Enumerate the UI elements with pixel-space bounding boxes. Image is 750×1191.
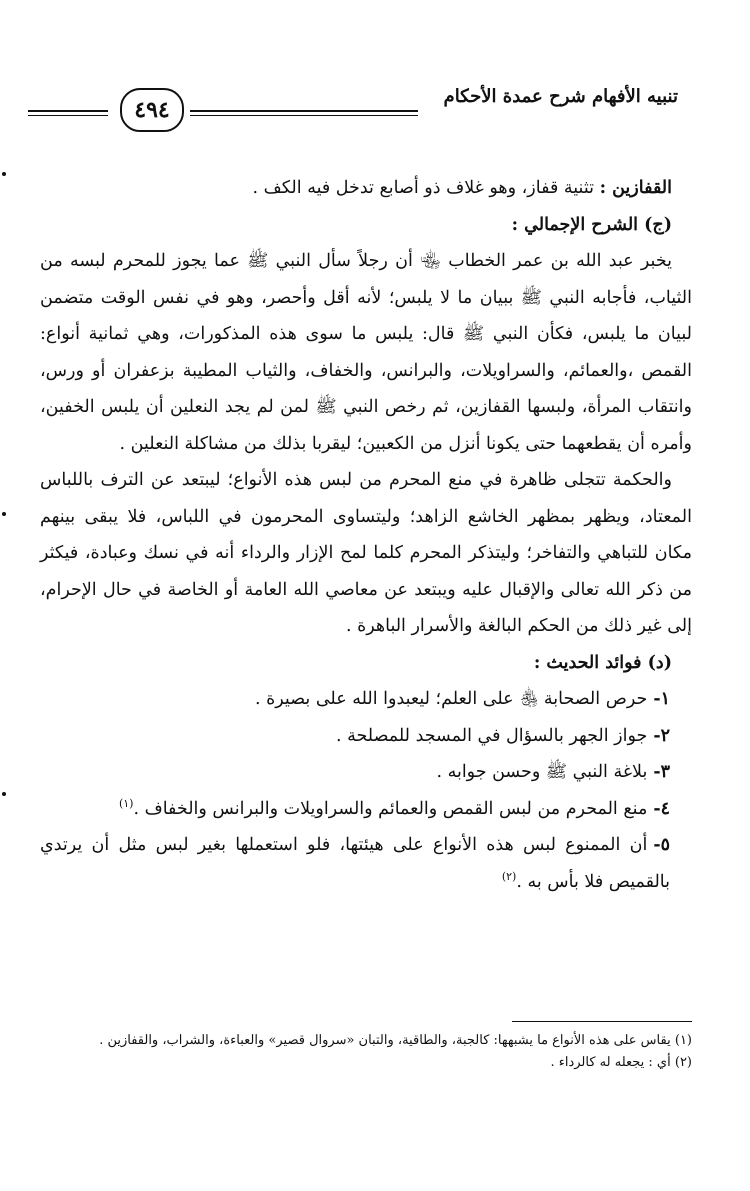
item-number: ١- — [653, 689, 670, 709]
footnote-ref[interactable]: (١) — [118, 796, 134, 810]
definition-text: تثنية قفاز، وهو غلاف ذو أصابع تدخل فيه الكف . — [252, 178, 594, 198]
item-text: أن الممنوع لبس هذه الأنواع على هيئتها، فلو استعملها بغير لبس مثل أن يرتدي بالقميص فلا بأس به . — [40, 835, 670, 892]
list-item — [40, 718, 692, 755]
page-header — [28, 80, 678, 140]
item-number: ٢- — [653, 725, 670, 746]
item-number: ٥- — [653, 835, 670, 855]
footnote-separator — [512, 1021, 692, 1022]
footnote-text: يقاس على هذه الأنواع ما يشبهها: كالجبة، والطاقية، والتبان «سروال قصير» والعباءة، والشراب، والقفازين . — [99, 1033, 671, 1048]
main-text — [40, 170, 692, 900]
item-text: جواز الجهر بالسؤال في المسجد للمصلحة . — [335, 725, 648, 746]
list-item — [40, 791, 692, 828]
page-number: ٤٩٤ — [120, 88, 184, 132]
item-text: منع المحرم من لبس القمص والعمائم والسراويلات والبرانس والخفاف . — [133, 798, 648, 819]
item-text: حرص الصحابة ﵃ على العلم؛ ليعبدوا الله على بصيرة . — [254, 689, 648, 709]
benefits-list — [40, 681, 692, 900]
margin-mark — [2, 512, 6, 516]
footnote — [40, 1030, 692, 1052]
paragraph-wisdom: والحكمة تتجلى ظاهرة في منع المحرم من لبس هذه الأنواع؛ ليبتعد عن الترف باللباس المعتاد، ويظهر بمظهر الخاشع الزاهد؛ وليتساوى المحرمون في اللباس، فلا يبقى بينهم مكان للتباهي والتفاخر؛ وليتذكر المحرم كلما لمح الإزار والرداء أنه في نسك وعبادة، فيكثر من ذكر الله تعالى والإقبال عليه ويبتعد عن معاصي الله العامة أو الخاصة في حال الإحرام، إلى غير ذلك من الحكم البالغة والأسرار الباهرة . — [40, 470, 692, 636]
running-title: تنبيه الأفهام شرح عمدة الأحكام — [443, 86, 678, 107]
list-item — [40, 827, 692, 900]
list-item — [40, 754, 692, 791]
section-heading-benefits: (د) فوائد الحديث : — [533, 652, 672, 673]
footnote — [40, 1052, 692, 1074]
defined-term: القفازين : — [599, 178, 672, 198]
header-rule-left — [28, 110, 108, 116]
footnote-text: أي : يجعله له كالرداء . — [550, 1055, 671, 1070]
section-heading-overview: (ج) الشرح الإجمالي : — [511, 214, 672, 235]
footnotes — [40, 1030, 692, 1074]
footnote-number: (١) — [674, 1033, 692, 1048]
header-rule-right — [190, 110, 418, 116]
footnote-ref[interactable]: (٢) — [501, 869, 517, 883]
footnote-number: (٢) — [674, 1055, 692, 1070]
paragraph-overview: يخبر عبد الله بن عمر الخطاب ﵄ أن رجلاً سأل النبي ﷺ عما يجوز للمحرم لبسه من الثياب، فأجابه النبي ﷺ ببيان ما لا يلبس؛ لأنه أقل وأحصر، وهو في نفس الوقت متضمن لبيان ما يلبس، فكأن النبي ﷺ قال: يلبس ما سوى هذه المذكورات، وهي ثمانية أنواع: القمص ،والعمائم، والسراويلات، والبرانس، والخفاف، والثياب المطيبة بزعفران أو ورس، وانتقاب المرأة، ولبسها القفازين، ثم رخص النبي ﷺ لمن لم يجد النعلين أن يلبس الخفين، وأمره أن يقطعهما حتى يكونا أنزل من الكعبين؛ ليقربا بذلك من مشاكلة النعلين . — [40, 251, 693, 454]
item-text: بلاغة النبي ﷺ وحسن جوابه . — [436, 762, 648, 782]
item-number: ٤- — [653, 798, 670, 819]
margin-mark — [2, 172, 6, 176]
list-item — [40, 681, 692, 718]
item-number: ٣- — [653, 762, 670, 782]
margin-mark — [2, 792, 6, 796]
definition-line — [40, 170, 692, 207]
